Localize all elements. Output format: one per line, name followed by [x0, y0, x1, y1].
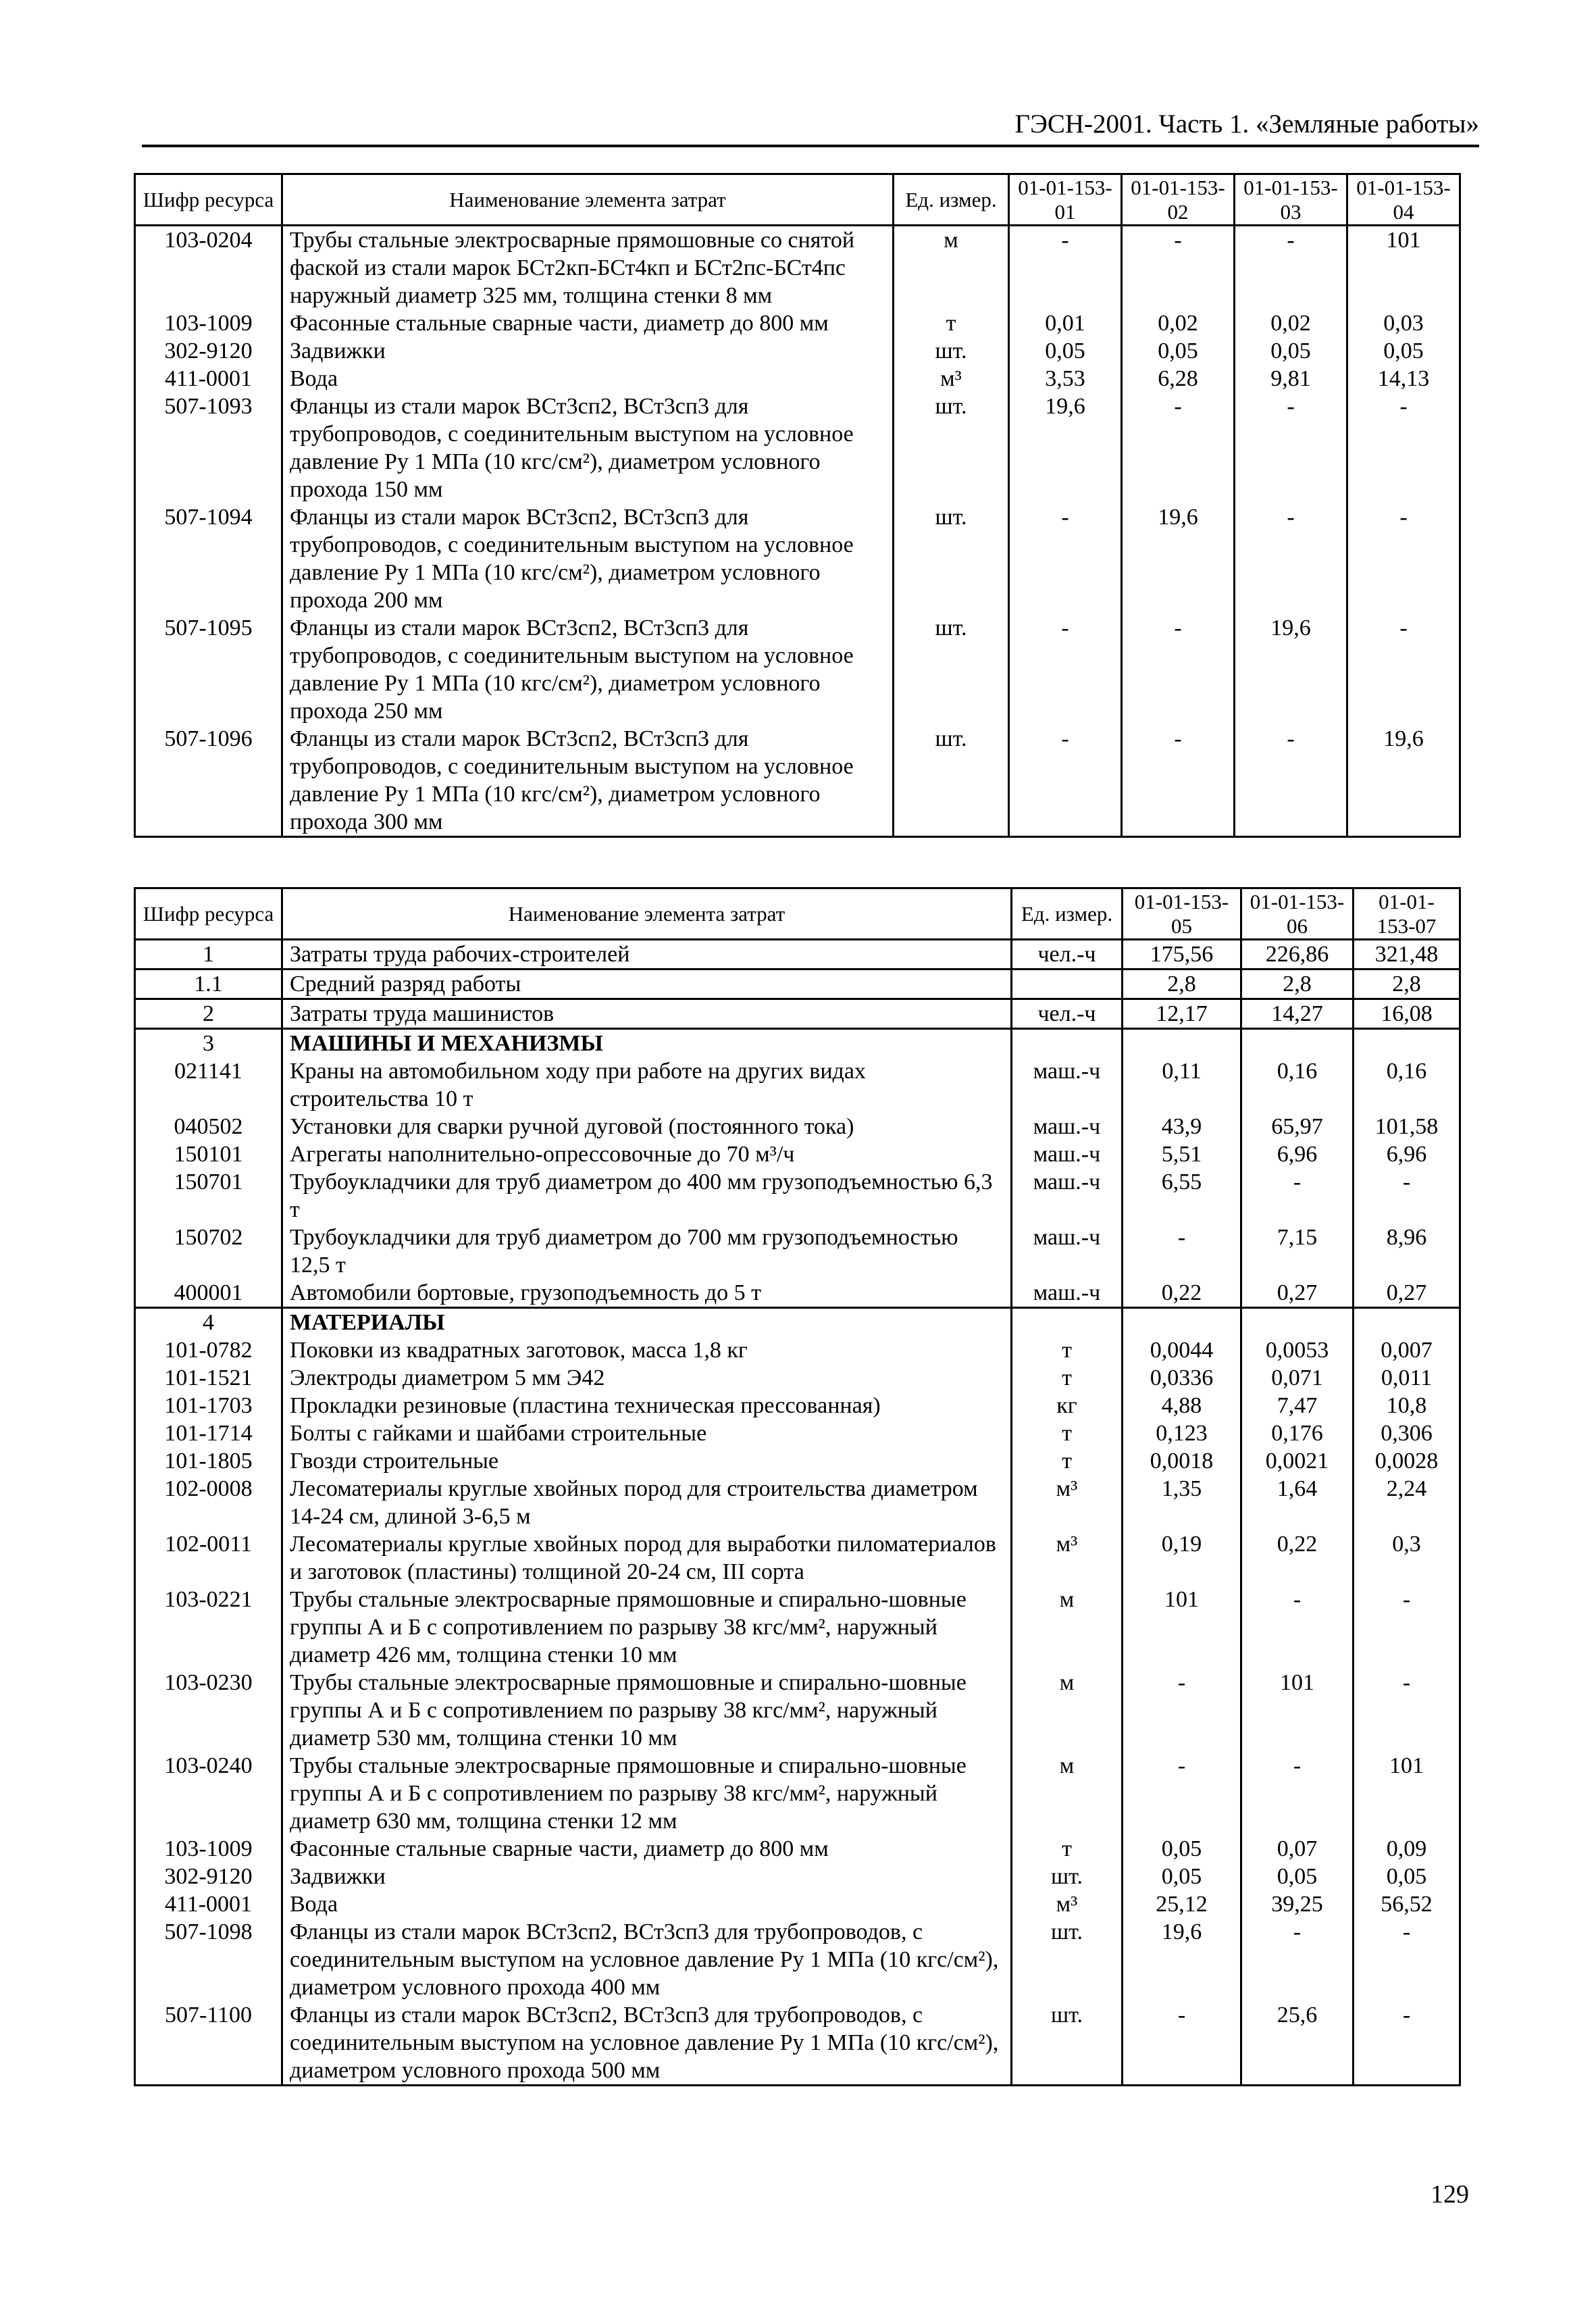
norm-value-cell: -	[1235, 393, 1347, 503]
unit-cell: шт.	[1012, 2001, 1123, 2086]
col-header-unit: Ед. измер.	[1012, 888, 1123, 940]
unit-cell: м	[894, 226, 1009, 310]
unit-cell: маш.-ч	[1012, 1224, 1123, 1279]
norm-value-cell: 6,96	[1354, 1140, 1460, 1168]
norm-value-cell: 0,011	[1354, 1364, 1460, 1392]
col-header-code: Шифр ресурса	[135, 888, 282, 940]
norm-value-cell: 3,53	[1009, 365, 1122, 393]
norm-value-cell: 0,09	[1354, 1835, 1460, 1863]
resource-name-cell: Затраты труда рабочих-строителей	[282, 940, 1012, 970]
norm-value-cell: 0,22	[1241, 1530, 1354, 1586]
table-row	[135, 1224, 1460, 1279]
norm-value-cell: 0,11	[1123, 1057, 1241, 1113]
resource-name-cell: Установки для сварки ручной дуговой (постоянного тока)	[282, 1113, 1012, 1140]
norm-value-cell: 0,27	[1354, 1279, 1460, 1308]
norm-value-cell: 1,64	[1241, 1475, 1354, 1530]
norm-value-cell: 6,55	[1123, 1168, 1241, 1224]
resource-code-cell: 101-1805	[135, 1447, 282, 1475]
table-row	[135, 309, 1460, 337]
table-row	[135, 1918, 1460, 2001]
resource-code-cell: 103-1009	[135, 1835, 282, 1863]
norm-value-cell: 0,3	[1354, 1530, 1460, 1586]
unit-cell: т	[894, 309, 1009, 337]
table-row	[135, 1336, 1460, 1364]
resource-code-cell: 1	[135, 940, 282, 970]
norm-value-cell: 0,27	[1241, 1279, 1354, 1308]
table-row	[135, 725, 1460, 837]
table-row	[135, 1140, 1460, 1168]
table-row	[135, 1392, 1460, 1419]
norm-value-cell: -	[1241, 1586, 1354, 1669]
unit-cell: м	[1012, 1586, 1123, 1669]
resource-name-cell: Трубы стальные электросварные прямошовные и спирально-шовные группы А и Б с сопротивлением по разрыву 38 кгс/мм², наружный диаметр 530 мм, толщина стенки 10 мм	[282, 1669, 1012, 1752]
resource-name-cell: Трубы стальные электросварные прямошовные и спирально-шовные группы А и Б с сопротивлением по разрыву 38 кгс/мм², наружный диаметр 426 мм, толщина стенки 10 мм	[282, 1586, 1012, 1669]
norm-value-cell: -	[1009, 226, 1122, 310]
table-row	[135, 1447, 1460, 1475]
norm-value-cell: 0,123	[1123, 1419, 1241, 1447]
resource-code-cell: 507-1093	[135, 393, 282, 503]
resource-name-cell: Фланцы из стали марок ВСт3сп2, ВСт3сп3 для трубопроводов, с соединительным выступом на условное давление Ру 1 МПа (10 кгс/см²), диаметром условного прохода 250 мм	[282, 614, 894, 725]
col-header-unit: Ед. измер.	[894, 174, 1009, 226]
unit-cell: шт.	[1012, 1863, 1123, 1890]
unit-cell: м	[1012, 1669, 1123, 1752]
norm-value-cell: -	[1354, 1586, 1460, 1669]
table-row	[135, 1364, 1460, 1392]
norm-value-cell: 0,0044	[1123, 1336, 1241, 1364]
resource-name-cell: Фланцы из стали марок ВСт3сп2, ВСт3сп3 для трубопроводов, с соединительным выступом на условное давление Ру 1 МПа (10 кгс/см²), диаметром условного прохода 500 мм	[282, 2001, 1012, 2086]
resource-name-cell: Трубоукладчики для труб диаметром до 400 мм грузоподъемностью 6,3 т	[282, 1168, 1012, 1224]
resource-name-cell: МАТЕРИАЛЫ	[282, 1308, 1012, 1337]
table-row	[135, 1863, 1460, 1890]
resource-name-cell: Фланцы из стали марок ВСт3сп2, ВСт3сп3 для трубопроводов, с соединительным выступом на условное давление Ру 1 МПа (10 кгс/см²), диаметром условного прохода 300 мм	[282, 725, 894, 837]
norm-value-cell: 0,05	[1235, 337, 1347, 365]
norm-value-cell: 7,15	[1241, 1224, 1354, 1279]
resource-name-cell: Краны на автомобильном ходу при работе на других видах строительства 10 т	[282, 1057, 1012, 1113]
norm-value-cell: -	[1354, 1918, 1460, 2001]
col-header-norm: 01-01-153-04	[1347, 174, 1460, 226]
resource-code-cell: 400001	[135, 1279, 282, 1308]
resource-code-cell: 507-1098	[135, 1918, 282, 2001]
unit-cell: т	[1012, 1419, 1123, 1447]
norm-value-cell: -	[1009, 725, 1122, 837]
resource-name-cell: Фланцы из стали марок ВСт3сп2, ВСт3сп3 для трубопроводов, с соединительным выступом на условное давление Ру 1 МПа (10 кгс/см²), диаметром условного прохода 400 мм	[282, 1918, 1012, 2001]
norm-value-cell: 19,6	[1235, 614, 1347, 725]
resource-code-cell: 103-0230	[135, 1669, 282, 1752]
norm-value-cell: 101	[1347, 226, 1460, 310]
norm-value-cell: 101	[1241, 1669, 1354, 1752]
norm-value-cell: -	[1122, 226, 1235, 310]
resource-name-cell: Электроды диаметром 5 мм Э42	[282, 1364, 1012, 1392]
resource-name-cell: Вода	[282, 365, 894, 393]
norm-value-cell: 19,6	[1123, 1918, 1241, 2001]
resource-name-cell: Фасонные стальные сварные части, диаметр до 800 мм	[282, 309, 894, 337]
col-header-code: Шифр ресурса	[135, 174, 282, 226]
norm-value-cell: 0,0028	[1354, 1447, 1460, 1475]
resource-code-cell: 150701	[135, 1168, 282, 1224]
unit-cell: шт.	[894, 503, 1009, 614]
norm-value-cell: 0,007	[1354, 1336, 1460, 1364]
norm-value-cell: -	[1122, 725, 1235, 837]
resource-name-cell: Трубы стальные электросварные прямошовные и спирально-шовные группы А и Б с сопротивлением по разрыву 38 кгс/мм², наружный диаметр 630 мм, толщина стенки 12 мм	[282, 1752, 1012, 1835]
norm-value-cell: 0,22	[1123, 1279, 1241, 1308]
unit-cell	[1012, 1308, 1123, 1337]
norm-value-cell: 0,176	[1241, 1419, 1354, 1447]
unit-cell: т	[1012, 1835, 1123, 1863]
unit-cell	[1012, 1029, 1123, 1058]
unit-cell: маш.-ч	[1012, 1140, 1123, 1168]
table-row	[135, 2001, 1460, 2086]
col-header-norm: 01-01-153-05	[1123, 888, 1241, 940]
norm-value-cell: 9,81	[1235, 365, 1347, 393]
table-row	[135, 337, 1460, 365]
document-title: ГЭСН-2001. Часть 1. «Земляные работы»	[1014, 109, 1479, 139]
norm-value-cell: 0,16	[1354, 1057, 1460, 1113]
norm-value-cell: -	[1241, 1752, 1354, 1835]
resource-name-cell: Трубы стальные электросварные прямошовные со снятой фаской из стали марок БСт2кп-БСт4кп и БСт2пс-БСт4пс наружный диаметр 325 мм, толщина стенки 8 мм	[282, 226, 894, 310]
page-header	[142, 107, 1479, 147]
norm-value-cell: 0,0021	[1241, 1447, 1354, 1475]
resource-code-cell: 302-9120	[135, 1863, 282, 1890]
resource-code-cell: 103-0240	[135, 1752, 282, 1835]
norm-value-cell: 2,8	[1354, 970, 1460, 999]
resource-name-cell: Гвозди строительные	[282, 1447, 1012, 1475]
norm-value-cell: -	[1354, 1669, 1460, 1752]
col-header-norm: 01-01-153-06	[1241, 888, 1354, 940]
norm-value-cell: 65,97	[1241, 1113, 1354, 1140]
section-header-row	[135, 1308, 1460, 1337]
norm-value-cell: 101	[1123, 1586, 1241, 1669]
norm-value-cell: 101,58	[1354, 1113, 1460, 1140]
norm-value-cell: 175,56	[1123, 940, 1241, 970]
norm-value-cell: 0,05	[1123, 1863, 1241, 1890]
unit-cell: м	[1012, 1752, 1123, 1835]
table-row	[135, 393, 1460, 503]
norm-value-cell: -	[1347, 503, 1460, 614]
resource-code-cell: 150702	[135, 1224, 282, 1279]
unit-cell: шт.	[1012, 1918, 1123, 2001]
col-header-norm: 01-01-153-07	[1354, 888, 1460, 940]
resource-code-cell: 021141	[135, 1057, 282, 1113]
norm-value-cell: -	[1235, 725, 1347, 837]
resource-code-cell: 150101	[135, 1140, 282, 1168]
norm-value-cell: -	[1354, 1168, 1460, 1224]
norm-value-cell	[1123, 1029, 1241, 1058]
norm-value-cell: 12,17	[1123, 999, 1241, 1029]
resource-name-cell: Трубоукладчики для труб диаметром до 700 мм грузоподъемностью 12,5 т	[282, 1224, 1012, 1279]
norm-value-cell: 0,01	[1009, 309, 1122, 337]
norm-value-cell: 19,6	[1122, 503, 1235, 614]
norm-value-cell: 7,47	[1241, 1392, 1354, 1419]
resource-name-cell: Вода	[282, 1890, 1012, 1918]
col-header-norm: 01-01-153-01	[1009, 174, 1122, 226]
table-row	[135, 614, 1460, 725]
norm-value-cell: 0,02	[1235, 309, 1347, 337]
norm-value-cell: 2,8	[1241, 970, 1354, 999]
unit-cell: м³	[1012, 1475, 1123, 1530]
norm-value-cell: 0,05	[1123, 1835, 1241, 1863]
norm-value-cell: -	[1123, 2001, 1241, 2086]
resource-name-cell: Лесоматериалы круглые хвойных пород для выработки пиломатериалов и заготовок (пластины) толщиной 20-24 см, III сорта	[282, 1530, 1012, 1586]
resource-code-cell: 102-0008	[135, 1475, 282, 1530]
resource-name-cell: Агрегаты наполнительно-опрессовочные до 70 м³/ч	[282, 1140, 1012, 1168]
resource-name-cell: Прокладки резиновые (пластина техническая прессованная)	[282, 1392, 1012, 1419]
resource-name-cell: МАШИНЫ И МЕХАНИЗМЫ	[282, 1029, 1012, 1058]
table-row	[135, 940, 1460, 970]
table-header-row	[135, 888, 1460, 940]
norm-value-cell: 0,05	[1241, 1863, 1354, 1890]
norm-value-cell: -	[1354, 2001, 1460, 2086]
resource-name-cell: Поковки из квадратных заготовок, масса 1,8 кг	[282, 1336, 1012, 1364]
resource-code-cell: 103-0221	[135, 1586, 282, 1669]
section-header-row	[135, 1029, 1460, 1058]
resource-name-cell: Фасонные стальные сварные части, диаметр до 800 мм	[282, 1835, 1012, 1863]
table-row	[135, 1057, 1460, 1113]
norm-value-cell: 0,16	[1241, 1057, 1354, 1113]
resource-code-cell: 4	[135, 1308, 282, 1337]
unit-cell: чел.-ч	[1012, 999, 1123, 1029]
table-row	[135, 365, 1460, 393]
norm-value-cell: -	[1009, 614, 1122, 725]
norm-value-cell: 10,8	[1354, 1392, 1460, 1419]
unit-cell: маш.-ч	[1012, 1168, 1123, 1224]
norm-value-cell: 0,03	[1347, 309, 1460, 337]
resource-code-cell: 101-0782	[135, 1336, 282, 1364]
norm-value-cell: -	[1009, 503, 1122, 614]
resource-code-cell: 411-0001	[135, 1890, 282, 1918]
norm-value-cell: 1,35	[1123, 1475, 1241, 1530]
resource-code-cell: 507-1095	[135, 614, 282, 725]
norm-value-cell: 39,25	[1241, 1890, 1354, 1918]
norm-value-cell: 0,05	[1347, 337, 1460, 365]
norm-value-cell: 56,52	[1354, 1890, 1460, 1918]
resource-code-cell: 103-1009	[135, 309, 282, 337]
norm-value-cell	[1123, 1308, 1241, 1337]
resource-name-cell: Фланцы из стали марок ВСт3сп2, ВСт3сп3 для трубопроводов, с соединительным выступом на условное давление Ру 1 МПа (10 кгс/см²), диаметром условного прохода 200 мм	[282, 503, 894, 614]
table-row	[135, 1835, 1460, 1863]
norm-value-cell: 6,96	[1241, 1140, 1354, 1168]
norm-value-cell	[1354, 1308, 1460, 1337]
table-row	[135, 1168, 1460, 1224]
unit-cell: шт.	[894, 393, 1009, 503]
norm-value-cell: -	[1122, 393, 1235, 503]
resource-name-cell: Задвижки	[282, 337, 894, 365]
resource-code-cell: 103-0204	[135, 226, 282, 310]
unit-cell: м³	[1012, 1530, 1123, 1586]
unit-cell	[1012, 970, 1123, 999]
norm-value-cell: 25,6	[1241, 2001, 1354, 2086]
resource-name-cell: Болты с гайками и шайбами строительные	[282, 1419, 1012, 1447]
norm-value-cell: 0,19	[1123, 1530, 1241, 1586]
resource-table-1	[134, 173, 1461, 838]
norm-value-cell: 0,07	[1241, 1835, 1354, 1863]
unit-cell: м³	[1012, 1890, 1123, 1918]
unit-cell: чел.-ч	[1012, 940, 1123, 970]
norm-value-cell: 43,9	[1123, 1113, 1241, 1140]
norm-value-cell: 226,86	[1241, 940, 1354, 970]
norm-value-cell: 25,12	[1123, 1890, 1241, 1918]
page-number: 129	[1431, 2180, 1469, 2209]
table-row	[135, 1113, 1460, 1140]
resource-code-cell: 101-1521	[135, 1364, 282, 1392]
norm-value-cell: 321,48	[1354, 940, 1460, 970]
norm-value-cell: 19,6	[1347, 725, 1460, 837]
col-header-norm: 01-01-153-03	[1235, 174, 1347, 226]
norm-value-cell: 0,306	[1354, 1419, 1460, 1447]
resource-code-cell: 1.1	[135, 970, 282, 999]
norm-value-cell: -	[1122, 614, 1235, 725]
resource-code-cell: 101-1703	[135, 1392, 282, 1419]
unit-cell: т	[1012, 1447, 1123, 1475]
norm-value-cell	[1241, 1308, 1354, 1337]
unit-cell: шт.	[894, 725, 1009, 837]
resource-name-cell: Задвижки	[282, 1863, 1012, 1890]
col-header-norm: 01-01-153-02	[1122, 174, 1235, 226]
norm-value-cell: -	[1347, 614, 1460, 725]
table-row	[135, 970, 1460, 999]
table-row	[135, 226, 1460, 310]
unit-cell: м³	[894, 365, 1009, 393]
table-row	[135, 1475, 1460, 1530]
norm-value-cell: 4,88	[1123, 1392, 1241, 1419]
resource-code-cell: 507-1100	[135, 2001, 282, 2086]
table-row	[135, 1752, 1460, 1835]
resource-name-cell: Средний разряд работы	[282, 970, 1012, 999]
norm-value-cell: 0,05	[1354, 1863, 1460, 1890]
norm-value-cell: -	[1235, 226, 1347, 310]
norm-value-cell: -	[1241, 1918, 1354, 2001]
unit-cell: т	[1012, 1336, 1123, 1364]
table-row	[135, 1530, 1460, 1586]
table-row	[135, 1419, 1460, 1447]
norm-value-cell: -	[1241, 1168, 1354, 1224]
col-header-name: Наименование элемента затрат	[282, 174, 894, 226]
resource-name-cell: Автомобили бортовые, грузоподъемность до 5 т	[282, 1279, 1012, 1308]
norm-value-cell: 0,0018	[1123, 1447, 1241, 1475]
norm-value-cell: 0,05	[1122, 337, 1235, 365]
unit-cell: маш.-ч	[1012, 1279, 1123, 1308]
resource-code-cell: 507-1094	[135, 503, 282, 614]
unit-cell: маш.-ч	[1012, 1057, 1123, 1113]
table-row	[135, 999, 1460, 1029]
resource-code-cell: 302-9120	[135, 337, 282, 365]
resource-name-cell: Фланцы из стали марок ВСт3сп2, ВСт3сп3 для трубопроводов, с соединительным выступом на условное давление Ру 1 МПа (10 кгс/см²), диаметром условного прохода 150 мм	[282, 393, 894, 503]
resource-code-cell: 3	[135, 1029, 282, 1058]
norm-value-cell: -	[1347, 393, 1460, 503]
unit-cell: шт.	[894, 337, 1009, 365]
norm-value-cell: 8,96	[1354, 1224, 1460, 1279]
norm-value-cell: 101	[1354, 1752, 1460, 1835]
norm-value-cell: 16,08	[1354, 999, 1460, 1029]
resource-code-cell: 101-1714	[135, 1419, 282, 1447]
resource-code-cell: 507-1096	[135, 725, 282, 837]
norm-value-cell: 5,51	[1123, 1140, 1241, 1168]
unit-cell: маш.-ч	[1012, 1113, 1123, 1140]
resource-table-2	[134, 887, 1461, 2086]
norm-value-cell	[1241, 1029, 1354, 1058]
table-row	[135, 503, 1460, 614]
resource-name-cell: Лесоматериалы круглые хвойных пород для строительства диаметром 14-24 см, длиной 3-6,5 м	[282, 1475, 1012, 1530]
norm-value-cell: -	[1123, 1224, 1241, 1279]
resource-code-cell: 102-0011	[135, 1530, 282, 1586]
table-row	[135, 1279, 1460, 1308]
norm-value-cell: -	[1123, 1752, 1241, 1835]
resource-code-cell: 2	[135, 999, 282, 1029]
unit-cell: кг	[1012, 1392, 1123, 1419]
norm-value-cell: 0,071	[1241, 1364, 1354, 1392]
resource-code-cell: 411-0001	[135, 365, 282, 393]
norm-value-cell: 0,0336	[1123, 1364, 1241, 1392]
col-header-name: Наименование элемента затрат	[282, 888, 1012, 940]
table-row	[135, 1586, 1460, 1669]
norm-value-cell: 14,13	[1347, 365, 1460, 393]
unit-cell: шт.	[894, 614, 1009, 725]
norm-value-cell	[1354, 1029, 1460, 1058]
table-header-row	[135, 174, 1460, 226]
norm-value-cell: 2,8	[1123, 970, 1241, 999]
table-row	[135, 1669, 1460, 1752]
norm-value-cell: 0,0053	[1241, 1336, 1354, 1364]
resource-code-cell: 040502	[135, 1113, 282, 1140]
norm-value-cell: -	[1123, 1669, 1241, 1752]
norm-value-cell: 2,24	[1354, 1475, 1460, 1530]
norm-value-cell: 0,05	[1009, 337, 1122, 365]
unit-cell: т	[1012, 1364, 1123, 1392]
norm-value-cell: -	[1235, 503, 1347, 614]
resource-name-cell: Затраты труда машинистов	[282, 999, 1012, 1029]
norm-value-cell: 0,02	[1122, 309, 1235, 337]
norm-value-cell: 6,28	[1122, 365, 1235, 393]
table-row	[135, 1890, 1460, 1918]
norm-value-cell: 19,6	[1009, 393, 1122, 503]
norm-value-cell: 14,27	[1241, 999, 1354, 1029]
